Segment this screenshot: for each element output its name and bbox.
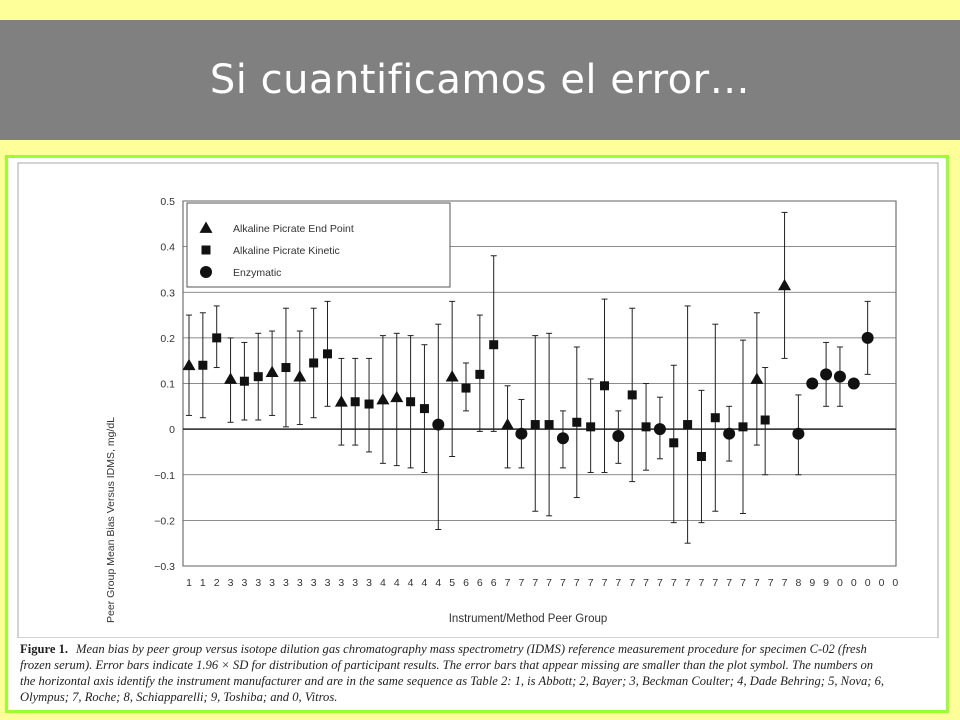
triangle-marker bbox=[183, 359, 196, 370]
triangle-marker bbox=[376, 393, 389, 404]
legend-entry-label: Alkaline Picrate End Point bbox=[233, 223, 354, 235]
y-tick-label: 0.5 bbox=[160, 196, 175, 208]
circle-marker bbox=[723, 428, 735, 440]
circle-marker bbox=[848, 378, 860, 390]
x-tick-label: 7 bbox=[712, 577, 719, 589]
x-tick-label: 7 bbox=[518, 577, 525, 589]
circle-marker bbox=[557, 432, 569, 444]
x-tick-label: 3 bbox=[269, 577, 276, 589]
triangle-marker bbox=[293, 370, 306, 381]
triangle-marker bbox=[501, 418, 514, 429]
triangle-marker bbox=[266, 366, 279, 377]
x-tick-label: 0 bbox=[837, 577, 843, 589]
x-tick-label: 6 bbox=[476, 577, 483, 589]
square-marker bbox=[212, 333, 221, 342]
title-bar bbox=[0, 20, 960, 140]
legend bbox=[187, 203, 450, 287]
x-tick-label: 0 bbox=[864, 577, 871, 589]
x-tick-label: 7 bbox=[573, 577, 580, 589]
x-tick-label: 0 bbox=[850, 577, 857, 589]
x-tick-label: 6 bbox=[463, 577, 469, 589]
square-marker bbox=[351, 397, 360, 406]
x-tick-label: 7 bbox=[726, 577, 733, 589]
y-axis-label: Peer Group Mean Bias Versus IDMS, mg/dL bbox=[105, 416, 117, 624]
x-tick-label: 7 bbox=[781, 577, 788, 589]
circle-marker bbox=[834, 371, 846, 383]
circle-marker bbox=[820, 368, 832, 380]
square-marker bbox=[198, 361, 207, 370]
x-tick-label: 7 bbox=[670, 577, 677, 589]
x-tick-label: 4 bbox=[379, 577, 386, 589]
x-tick-label: 7 bbox=[656, 577, 663, 589]
x-tick-label: 9 bbox=[823, 577, 830, 589]
square-marker bbox=[531, 420, 540, 429]
square-marker bbox=[365, 400, 374, 409]
x-tick-label: 3 bbox=[310, 577, 317, 589]
x-tick-label: 7 bbox=[629, 577, 636, 589]
square-marker bbox=[683, 420, 692, 429]
square-marker bbox=[628, 390, 637, 399]
square-marker bbox=[254, 372, 263, 381]
y-tick-label: −0.2 bbox=[154, 515, 175, 528]
x-tick-label: 3 bbox=[255, 577, 262, 589]
triangle-marker bbox=[390, 391, 403, 402]
square-marker bbox=[586, 422, 595, 431]
x-tick-label: 3 bbox=[338, 577, 345, 589]
x-tick-label: 5 bbox=[449, 577, 456, 589]
x-tick-label: 7 bbox=[698, 577, 705, 589]
x-tick-label: 7 bbox=[587, 577, 594, 589]
figure-caption bbox=[20, 641, 890, 705]
x-tick-label: 3 bbox=[283, 577, 289, 589]
y-tick-label: −0.1 bbox=[154, 469, 175, 482]
triangle-marker bbox=[446, 370, 459, 381]
legend-square-icon bbox=[202, 246, 211, 255]
x-axis bbox=[186, 577, 898, 589]
x-tick-label: 3 bbox=[227, 577, 234, 589]
x-tick-label: 7 bbox=[740, 577, 746, 589]
x-tick-label: 7 bbox=[615, 577, 622, 589]
square-marker bbox=[420, 404, 429, 413]
square-marker bbox=[761, 416, 770, 425]
x-tick-label: 3 bbox=[296, 577, 303, 589]
circle-marker bbox=[654, 423, 666, 435]
square-marker bbox=[572, 418, 581, 427]
square-marker bbox=[281, 363, 290, 372]
y-tick-label: 0.2 bbox=[160, 332, 175, 345]
x-tick-label: 7 bbox=[767, 577, 774, 589]
square-marker bbox=[323, 349, 332, 358]
square-marker bbox=[711, 413, 720, 422]
x-tick-label: 9 bbox=[809, 577, 816, 589]
circle-marker bbox=[612, 430, 624, 442]
circle-marker bbox=[515, 428, 527, 440]
figure-caption-text: Mean bias by peer group versus isotope dilution gas chromatography mass spectrometry (IDMS) reference measurement procedure for specimen C-02 (fresh frozen serum). Error bars indicate 1.96 × SD for distribution of participant results. The error bars that appear missing are smaller than the plot symbol. The numbers on the horizontal axis identify the instrument manufacturer and are in the same sequence as Table 2: 1, is Abbott; 2, Bayer; 3, Beckman Coulter; 4, Dade Behring; 5, Nova; 6, Olympus; 7, Roche; 8, Schiapparelli; 9, Toshiba; and 0, Vitros. bbox=[20, 642, 885, 704]
square-marker bbox=[489, 340, 498, 349]
x-tick-label: 7 bbox=[560, 577, 566, 589]
legend-circle-icon bbox=[200, 266, 212, 278]
square-marker bbox=[545, 420, 554, 429]
triangle-marker bbox=[750, 372, 763, 383]
square-marker bbox=[697, 452, 706, 461]
square-marker bbox=[240, 377, 249, 386]
x-tick-label: 8 bbox=[795, 577, 802, 589]
square-marker bbox=[462, 384, 471, 393]
x-tick-label: 2 bbox=[213, 577, 220, 589]
square-marker bbox=[406, 397, 415, 406]
x-tick-label: 7 bbox=[546, 577, 553, 589]
y-tick-label: 0 bbox=[169, 424, 175, 437]
slide-title: Si cuantificamos el error… bbox=[209, 57, 751, 103]
x-tick-label: 7 bbox=[601, 577, 608, 589]
y-tick-label: 0.3 bbox=[160, 287, 175, 300]
y-axis bbox=[154, 196, 175, 573]
x-tick-label: 1 bbox=[199, 577, 206, 589]
data-markers bbox=[183, 279, 874, 461]
square-marker bbox=[642, 422, 651, 431]
x-tick-label: 0 bbox=[892, 577, 899, 589]
triangle-marker bbox=[224, 372, 237, 383]
figure-caption-label: Figure 1. bbox=[20, 642, 69, 656]
y-tick-label: 0.1 bbox=[160, 378, 175, 391]
triangle-marker bbox=[335, 395, 348, 406]
circle-marker bbox=[806, 378, 818, 390]
x-axis-label: Instrument/Method Peer Group bbox=[448, 613, 608, 625]
figure-frame bbox=[5, 155, 949, 713]
x-tick-label: 4 bbox=[407, 577, 414, 589]
x-tick-label: 3 bbox=[352, 577, 359, 589]
chart bbox=[8, 158, 946, 638]
x-tick-label: 4 bbox=[421, 577, 428, 589]
x-tick-label: 3 bbox=[241, 577, 248, 589]
circle-marker bbox=[862, 332, 874, 344]
x-tick-label: 3 bbox=[324, 577, 331, 589]
x-tick-label: 7 bbox=[504, 577, 511, 589]
y-tick-label: 0.4 bbox=[160, 241, 175, 254]
x-tick-label: 7 bbox=[532, 577, 539, 589]
y-tick-label: −0.3 bbox=[154, 561, 175, 573]
square-marker bbox=[475, 370, 484, 379]
square-marker bbox=[309, 358, 318, 367]
x-tick-label: 7 bbox=[684, 577, 691, 589]
legend-entry-label: Alkaline Picrate Kinetic bbox=[233, 245, 340, 257]
legend-entry-label: Enzymatic bbox=[233, 267, 282, 279]
square-marker bbox=[600, 381, 609, 390]
x-tick-label: 7 bbox=[753, 577, 760, 589]
x-tick-label: 4 bbox=[435, 577, 442, 589]
x-tick-label: 6 bbox=[490, 577, 497, 589]
square-marker bbox=[669, 438, 678, 447]
circle-marker bbox=[792, 428, 804, 440]
x-tick-label: 7 bbox=[643, 577, 649, 589]
x-tick-label: 0 bbox=[878, 577, 885, 589]
triangle-marker bbox=[778, 279, 791, 290]
x-tick-label: 4 bbox=[393, 577, 400, 589]
square-marker bbox=[739, 422, 748, 431]
circle-marker bbox=[432, 419, 444, 431]
x-tick-label: 1 bbox=[186, 577, 192, 589]
x-tick-label: 3 bbox=[366, 577, 372, 589]
